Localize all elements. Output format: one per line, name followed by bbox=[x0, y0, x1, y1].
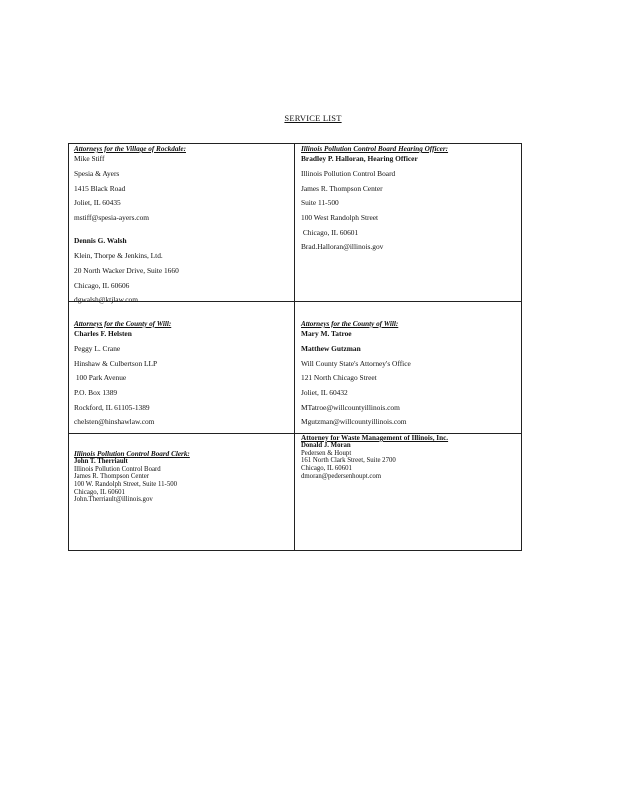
attorney-name: Matthew Gutzman bbox=[301, 343, 361, 353]
attorney-name: Donald J. Moran bbox=[301, 442, 351, 450]
table-bottom-border bbox=[68, 550, 522, 551]
address-city: Chicago, IL 60606 bbox=[74, 280, 130, 290]
attorney-name: Dennis G. Walsh bbox=[74, 236, 127, 246]
address-line: 20 North Wacker Drive, Suite 1660 bbox=[74, 265, 179, 275]
attorney-name: Peggy L. Crane bbox=[74, 343, 121, 353]
firm-name: Illinois Pollution Control Board bbox=[74, 465, 161, 473]
address-city: Rockford, IL 61105-1389 bbox=[74, 402, 150, 412]
address-line: 100 West Randolph Street bbox=[301, 213, 379, 223]
address-line: James R. Thompson Center bbox=[301, 183, 383, 193]
address-line: 121 North Chicago Street bbox=[301, 373, 377, 383]
address-city: Joliet, IL 60435 bbox=[74, 198, 121, 208]
cell-heading: Illinois Pollution Control Board Hearing Officer: bbox=[301, 145, 449, 153]
page-title: SERVICE LIST bbox=[284, 113, 342, 123]
firm-name: Spesia & Ayers bbox=[74, 168, 120, 178]
email: Brad.Halloran@illinois.gov bbox=[301, 242, 384, 252]
firm-name: Klein, Thorpe & Jenkins, Ltd. bbox=[74, 251, 163, 261]
attorney-name: Mary M. Tatroe bbox=[301, 329, 352, 339]
address-city: Chicago, IL 60601 bbox=[301, 465, 352, 473]
firm-name: Hinshaw & Culbertson LLP bbox=[74, 358, 158, 368]
cell-county-will-right bbox=[301, 321, 519, 426]
service-list-table bbox=[68, 143, 522, 551]
cell-board-clerk bbox=[74, 451, 289, 504]
email: MTatroe@willcountyillinois.com bbox=[301, 402, 400, 412]
address-city: Chicago, IL 60601 bbox=[301, 227, 359, 237]
table-right-border bbox=[521, 143, 522, 551]
email: dgwalsh@ktjlaw.com bbox=[74, 295, 139, 305]
address-line: 1415 Black Road bbox=[74, 183, 126, 193]
email: dmoran@pedersenhoupt.com bbox=[301, 472, 382, 480]
email: John.Therriault@illinois.gov bbox=[74, 496, 153, 504]
attorney-name: Bradley P. Halloran, Hearing Officer bbox=[301, 154, 418, 164]
cell-hearing-officer bbox=[301, 146, 519, 251]
cell-heading: Attorneys for the County of Will: bbox=[74, 320, 172, 328]
attorney-name: Mike Stiff bbox=[74, 154, 105, 164]
firm-name: Illinois Pollution Control Board bbox=[301, 168, 396, 178]
table-row-divider bbox=[68, 433, 522, 434]
address-line: 100 W. Randolph Street, Suite 11-500 bbox=[74, 481, 178, 489]
address-line: Suite 11-500 bbox=[301, 198, 339, 208]
table-left-border bbox=[68, 143, 69, 551]
address-line: 100 Park Avenue bbox=[74, 373, 127, 383]
cell-waste-management bbox=[301, 435, 519, 480]
address-line: P.O. Box 1389 bbox=[74, 388, 118, 398]
address-city: Joliet, IL 60432 bbox=[301, 388, 348, 398]
cell-heading: Attorneys for the Village of Rockdale: bbox=[74, 145, 186, 153]
email: chelsten@hinshawlaw.com bbox=[74, 417, 155, 427]
firm-name: Pedersen & Houpt bbox=[301, 449, 352, 457]
cell-heading: Illinois Pollution Control Board Clerk: bbox=[74, 450, 190, 458]
cell-county-will-left bbox=[74, 321, 289, 426]
attorney-name: Charles F. Helsten bbox=[74, 329, 132, 339]
cell-heading: Attorney for Waste Management of Illinois, Inc. bbox=[301, 434, 449, 442]
email: Mgutzman@willcountyillinois.com bbox=[301, 417, 407, 427]
address-city: Chicago, IL 60601 bbox=[74, 488, 125, 496]
table-top-border bbox=[68, 143, 522, 144]
cell-heading: Attorneys for the County of Will: bbox=[301, 320, 399, 328]
address-line: James R. Thompson Center bbox=[74, 473, 150, 481]
table-column-divider bbox=[294, 143, 295, 551]
firm-name: Will County State's Attorney's Office bbox=[301, 358, 411, 368]
cell-village-rockdale bbox=[74, 146, 289, 304]
address-line: 161 North Clark Street, Suite 2700 bbox=[301, 457, 396, 465]
attorney-name: John T. Therriault bbox=[74, 458, 128, 466]
email: mstiff@spesia-ayers.com bbox=[74, 213, 150, 223]
